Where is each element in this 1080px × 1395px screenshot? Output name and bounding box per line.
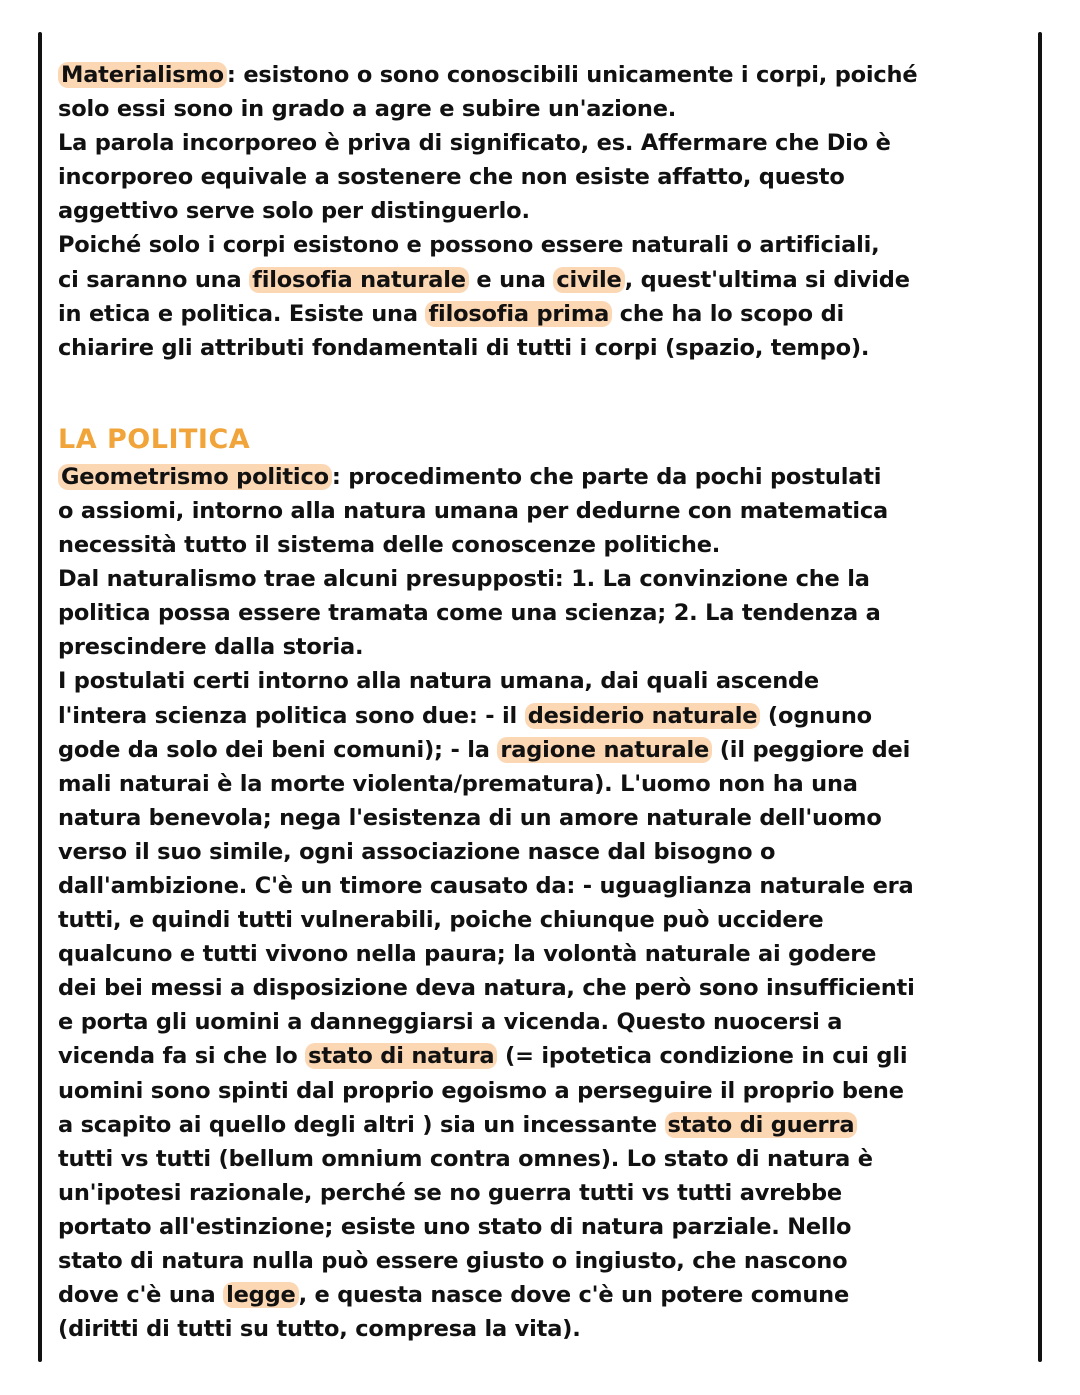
left-margin-rule — [38, 32, 42, 1362]
text-line: Materialismo : esistono o sono conoscibili unicamente i corpi, poiché — [58, 58, 1030, 92]
text-line: uomini sono spinti dal proprio egoismo a perseguire il proprio bene — [58, 1077, 904, 1104]
text-line: e porta gli uomini a danneggiarsi a vicenda. Questo nuocersi a — [58, 1009, 843, 1036]
text-line: necessità tutto il sistema delle conoscenze politiche. — [58, 532, 721, 559]
highlight-term: stato di natura — [305, 1043, 497, 1069]
text-line: natura benevola; nega l'esistenza di un amore naturale dell'uomo — [58, 804, 882, 831]
text-line: un'ipotesi razionale, perché se no guerra tutti vs tutti avrebbe — [58, 1179, 842, 1206]
highlight-term: desiderio naturale — [525, 703, 761, 729]
text-line: aggettivo serve solo per distinguerlo. — [58, 198, 530, 225]
text-line: l'intera scienza politica sono due: - il desiderio naturale (ognuno — [58, 702, 872, 729]
highlight-term: filosofia naturale — [249, 267, 469, 293]
text-line: in etica e politica. Esiste una filosofia prima che ha lo scopo di — [58, 300, 844, 327]
highlight-term: Geometrismo politico — [58, 464, 332, 490]
highlight-term: ragione naturale — [497, 737, 712, 763]
text-line: dei bei messi a disposizione deva natura, che però sono insufficienti — [58, 975, 915, 1002]
text-line: I postulati certi intorno alla natura umana, dai quali ascende — [58, 668, 819, 695]
highlight-term: Materialismo — [58, 62, 227, 88]
highlight-term: stato di guerra — [665, 1112, 858, 1138]
text-line: a scapito ai quello degli altri ) sia un incessante stato di guerra — [58, 1108, 1030, 1142]
section-materialismo — [58, 58, 1030, 365]
section-politica — [58, 460, 1030, 1346]
text-line: Dal naturalismo trae alcuni presupposti: 1. La convinzione che la — [58, 566, 870, 593]
text-line: solo essi sono in grado a agre e subire un'azione. — [58, 96, 677, 123]
text-line: gode da solo dei beni comuni); - la ragione naturale (il peggiore dei — [58, 736, 911, 763]
highlight-term: legge — [223, 1282, 298, 1308]
text-line: tutti vs tutti (bellum omnium contra omnes). Lo stato di natura è — [58, 1145, 873, 1172]
highlight-term: filosofia prima — [425, 301, 612, 327]
text-line: Poiché solo i corpi esistono e possono essere naturali o artificiali, — [58, 232, 880, 259]
text-line: verso il suo simile, ogni associazione nasce dal bisogno o — [58, 838, 776, 865]
right-margin-rule — [1038, 32, 1042, 1362]
text-line: politica possa essere tramata come una scienza; 2. La tendenza a — [58, 600, 881, 627]
text-line: La parola incorporeo è priva di significato, es. Affermare che Dio è — [58, 130, 891, 157]
text-line: chiarire gli attributi fondamentali di tutti i corpi (spazio, tempo). — [58, 334, 870, 361]
text-line: tutti, e quindi tutti vulnerabili, poiche chiunque può uccidere — [58, 907, 824, 934]
text-line: o assiomi, intorno alla natura umana per dedurne con matematica — [58, 497, 889, 524]
text-line: prescindere dalla storia. — [58, 634, 364, 661]
section-heading: LA POLITICA — [58, 423, 251, 455]
text-line: vicenda fa si che lo stato di natura (= ipotetica condizione in cui gli — [58, 1043, 908, 1070]
text-line: Geometrismo politico : procedimento che parte da pochi postulati — [58, 460, 1030, 494]
text-line: mali naturai è la morte violenta/prematura). L'uomo non ha una — [58, 770, 858, 797]
text-line: dove c'è una legge , e questa nasce dove c'è un potere comune — [58, 1282, 850, 1309]
text-line: dall'ambizione. C'è un timore causato da: - uguaglianza naturale era — [58, 872, 914, 899]
text-line: incorporeo equivale a sostenere che non esiste affatto, questo — [58, 164, 845, 191]
notes-page — [58, 58, 1030, 1346]
text-line: (diritti di tutti su tutto, compresa la vita). — [58, 1316, 581, 1343]
text-line: stato di natura nulla può essere giusto o ingiusto, che nascono — [58, 1248, 848, 1274]
text-line: portato all'estinzione; esiste uno stato di natura parziale. Nello — [58, 1213, 852, 1240]
text-line: ci saranno una filosofia naturale e una civile , quest'ultima si divide — [58, 266, 910, 293]
highlight-term: civile — [553, 267, 624, 293]
text-line: qualcuno e tutti vivono nella paura; la volontà naturale ai godere — [58, 941, 877, 968]
